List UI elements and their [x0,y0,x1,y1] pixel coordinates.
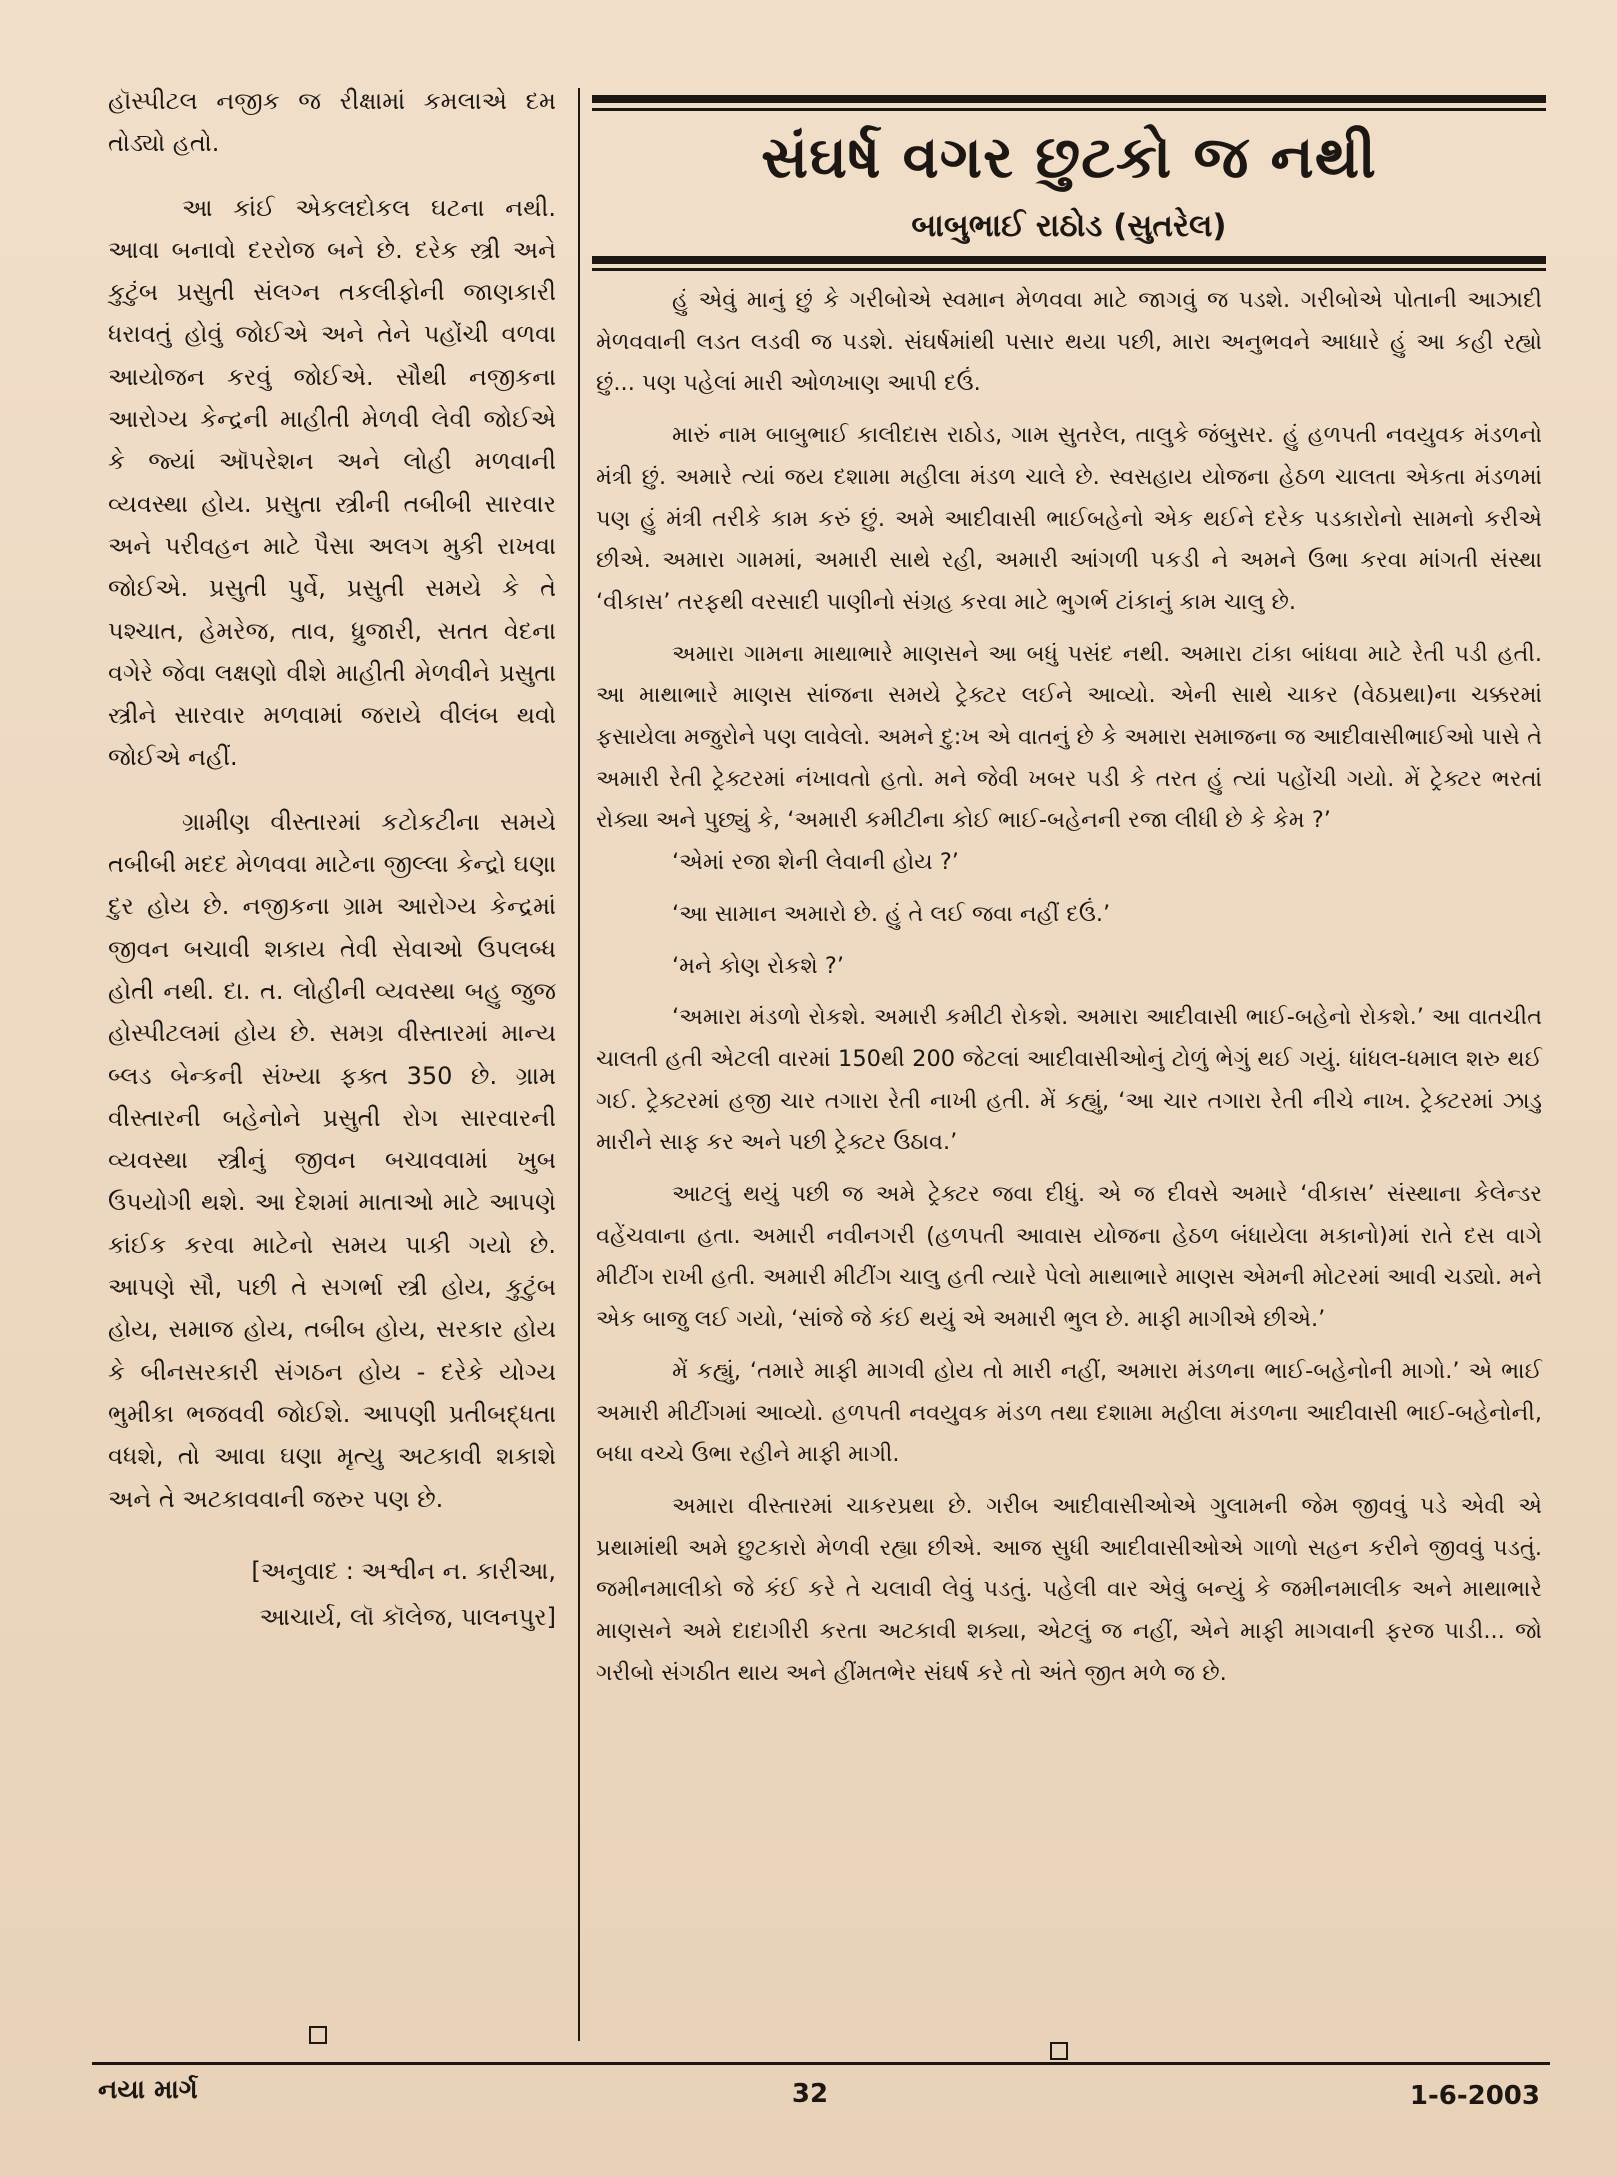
left-paragraph-3: ગ્રામીણ વીસ્તારમાં કટોકટીના સમયે તબીબી મદદ મેળવવા માટેના જીલ્લા કેન્દ્રો ઘણા દુર હોય છે. નજીકના ગ્રામ આરોગ્ય કેન્દ્રમાં જીવન બચાવી શકાય તેવી સેવાઓ ઉપલબ્ધ હોતી નથી. દા. ત. લોહીની વ્યવસ્થા બહુ જુજ હોસ્પીટલમાં હોય છે. સમગ્ર વીસ્તારમાં માન્ય બ્લડ બેન્કની સંખ્યા ફક્ત 350 છે. ગ્રામ વીસ્તારની બહેનોને પ્રસુતી રોગ સારવારની વ્યવસ્થા સ્ત્રીનું જીવન બચાવવામાં ખુબ ઉપયોગી થશે. આ દેશમાં માતાઓ માટે આપણે કાંઈક કરવા માટેનો સમય પાકી ગયો છે. આપણે સૌ, પછી તે સગર્ભા સ્ત્રી હોય, કુટુંબ હોય, સમાજ હોય, તબીબ હોય, સરકાર હોય કે બીનસરકારી સંગઠન હોય - દરેકે યોગ્ય ભુમીકા ભજવવી જોઈશે. આપણી પ્રતીબદ્ધતા વધશે, તો આવા ઘણા મૃત્યુ અટકાવી શકાશે અને તે અટકાવવાની જરુર પણ છે. [108,807,556,1513]
column-divider [578,88,580,2041]
translator-line-2: આચાર્ય, લૉ કૉલેજ, પાલનપુર] [259,1602,556,1631]
translator-line-1: [અનુવાદ : અશ્વીન ન. કારીઆ, [251,1556,556,1585]
magazine-name: નયા માર્ગ [98,2075,198,2105]
article-paragraph: હું એવું માનું છું કે ગરીબોએ સ્વમાન મેળવવા માટે જાગવું જ પડશે. ગરીબોએ પોતાની આઝાદી મેળવવાની લડત લડવી જ પડશે. સંઘર્ષમાંથી પસાર થયા પછી, મારા અનુભવને આધારે હું આ કહી રહ્યો છું... પણ પહેલાં મારી ઓળખાણ આપી દઉં. [596,287,1542,397]
title-rule-thin [592,108,1546,111]
article-paragraph: ‘આ સામાન અમારો છે. હું તે લઈ જવા નહીં દઉં.’ [672,900,1111,927]
article-paragraph: ‘અમારા મંડળો રોકશે. અમારી કમીટી રોકશે. અમારા આદીવાસી ભાઈ-બહેનો રોકશે.’ આ વાતચીત ચાલતી હતી એટલી વારમાં 150થી 200 જેટલાં આદીવાસીઓનું ટોળું ભેગું થઈ ગયું. ધાંધલ-ધમાલ શરુ થઈ ગઈ. ટ્રેક્ટરમાં હજી ચાર તગારા રેતી નાખી હતી. મેં કહ્યું, ‘આ ચાર તગારા રેતી નીચે નાખ. ટ્રેક્ટરમાં ઝાડુ મારીને સાફ કર અને પછી ટ્રેક્ટર ઉઠાવ.’ [596,1004,1542,1156]
article-paragraph: અમારા ગામના માથાભારે માણસને આ બધું પસંદ નથી. અમારા ટાંકા બાંધવા માટે રેતી પડી હતી. આ માથાભારે માણસ સાંજના સમયે ટ્રેક્ટર લઈને આવ્યો. એની સાથે ચાકર (વેઠપ્રથા)ના ચક્કરમાં ફસાયેલા મજુરોને પણ લાવેલો. અમને દુ:ખ એ વાતનું છે કે અમારા સમાજના જ આદીવાસીભાઈઓ પાસે તે અમારી રેતી ટ્રેક્ટરમાં નંખાવતો હતો. મને જેવી ખબર પડી કે તરત હું ત્યાં પહોંચી ગયો. મેં ટ્રેક્ટર ભરતાં રોક્યા અને પુછ્યું કે, ‘અમારી કમીટીના કોઈ ભાઈ-બહેનની રજા લીધી છે કે કેમ ?’ [596,640,1542,834]
article-paragraph: ‘એમાં રજા શેની લેવાની હોય ?’ [672,849,959,876]
article-paragraph: મેં કહ્યું, ‘તમારે માફી માગવી હોય તો મારી નહીં, અમારા મંડળના ભાઈ-બહેનોની માગો.’ એ ભાઈ અમારી મીટીંગમાં આવ્યો. હળપતી નવયુવક મંડળ તથા દશામા મહીલા મંડળના આદીવાસી ભાઈ-બહેનોની, બધા વચ્ચે ઉભા રહીને માફી માગી. [596,1357,1542,1468]
page-number: 32 [791,2079,829,2109]
issue-date: 1-6-2003 [1409,2081,1540,2111]
left-column [108,80,556,1640]
article-paragraph: અમારા વીસ્તારમાં ચાકરપ્રથા છે. ગરીબ આદીવાસીઓએ ગુલામની જેમ જીવવું પડે એવી એ પ્રથામાંથી અમે છુટકારો મેળવી રહ્યા છીએ. આજ સુધી આદીવાસીઓએ ગાળો સહન કરીને જીવવું પડતું. જમીનમાલીકો જે કંઈ કરે તે ચલાવી લેવું પડતું. પહેલી વાર એવું બન્યું કે જમીનમાલીક અને માથાભારે માણસને અમે દાદાગીરી કરતા અટકાવી શક્યા, એટલું જ નહીં, એને માફી માગવાની ફરજ પાડી... જો ગરીબો સંગઠીત થાય અને હીંમતભેર સંઘર્ષ કરે તો અંતે જીત મળે જ છે. [596,1492,1542,1686]
article-paragraph: ‘મને કોણ રોકશે ?’ [672,952,844,979]
byline-rule-thin [592,268,1546,271]
end-mark-icon [309,2026,327,2044]
title-rule-thick [592,95,1546,103]
article-byline: બાબુભાઈ રાઠોડ (સુતરેલ) [911,208,1227,244]
article-paragraph: આટલું થયું પછી જ અમે ટ્રેક્ટર જવા દીધું. એ જ દીવસે અમારે ‘વીકાસ’ સંસ્થાના કેલેન્ડર વહેંચવાના હતા. અમારી નવીનગરી (હળપતી આવાસ યોજના હેઠળ બંધાયેલા મકાનો)માં રાતે દસ વાગે મીટીંગ રાખી હતી. અમારી મીટીંગ ચાલુ હતી ત્યારે પેલો માથાભારે માણસ એમની મોટરમાં આવી ચડ્યો. મને એક બાજુ લઈ ગયો, ‘સાંજે જે કંઈ થયું એ અમારી ભુલ છે. માફી માગીએ છીએ.’ [596,1181,1542,1333]
footer-rule [92,2062,1550,2065]
article-title: સંઘર્ષ વગર છુટકો જ નથી [761,123,1377,191]
article-paragraph: મારું નામ બાબુભાઈ કાલીદાસ રાઠોડ, ગામ સુતરેલ, તાલુકે જંબુસર. હું હળપતી નવયુવક મંડળનો મંત્રી છું. અમારે ત્યાં જય દશામા મહીલા મંડળ ચાલે છે. સ્વસહાય યોજના હેઠળ ચાલતા એકતા મંડળમાં પણ હું મંત્રી તરીકે કામ કરું છું. અમે આદીવાસી ભાઈબહેનો એક થઈને દરેક પડકારોનો સામનો કરીએ છીએ. અમારા ગામમાં, અમારી સાથે રહી, અમારી આંગળી પકડી ને અમને ઉભા કરવા માંગતી સંસ્થા ‘વીકાસ’ તરફથી વરસાદી પાણીનો સંગ્રહ કરવા માટે ભુગર્ભ ટાંકાનું કામ ચાલુ છે. [596,422,1542,615]
byline-rule-thick [592,256,1546,264]
left-paragraph-1: હૉસ્પીટલ નજીક જ રીક્ષામાં કમલાએ દમ તોડ્યો હતો. [108,87,556,158]
translator-credit [108,1548,556,1640]
article-body [596,280,1542,1695]
end-mark-icon [1050,2042,1068,2060]
left-paragraph-2: આ કાંઈ એકલદોકલ ઘટના નથી. આવા બનાવો દરરોજ બને છે. દરેક સ્ત્રી અને કુટુંબ પ્રસુતી સંલગ્ન તકલીફોની જાણકારી ધરાવતું હોવું જોઈએ અને તેને પહોંચી વળવા આયોજન કરવું જોઈએ. સૌથી નજીકના આરોગ્ય કેન્દ્રની માહીતી મેળવી લેવી જોઈએ કે જ્યાં ઑપરેશન અને લોહી મળવાની વ્યવસ્થા હોય. પ્રસુતા સ્ત્રીની તબીબી સારવાર અને પરીવહન માટે પૈસા અલગ મુકી રાખવા જોઈએ. પ્રસુતી પુર્વે, પ્રસુતી સમયે કે તે પશ્ચાત, હેમરેજ, તાવ, ધ્રુજારી, સતત વેદના વગેરે જેવા લક્ષણો વીશે માહીતી મેળવીને પ્રસુતા સ્ત્રીને સારવાર મળવામાં જરાયે વીલંબ થવો જોઈએ નહીં. [108,193,556,772]
